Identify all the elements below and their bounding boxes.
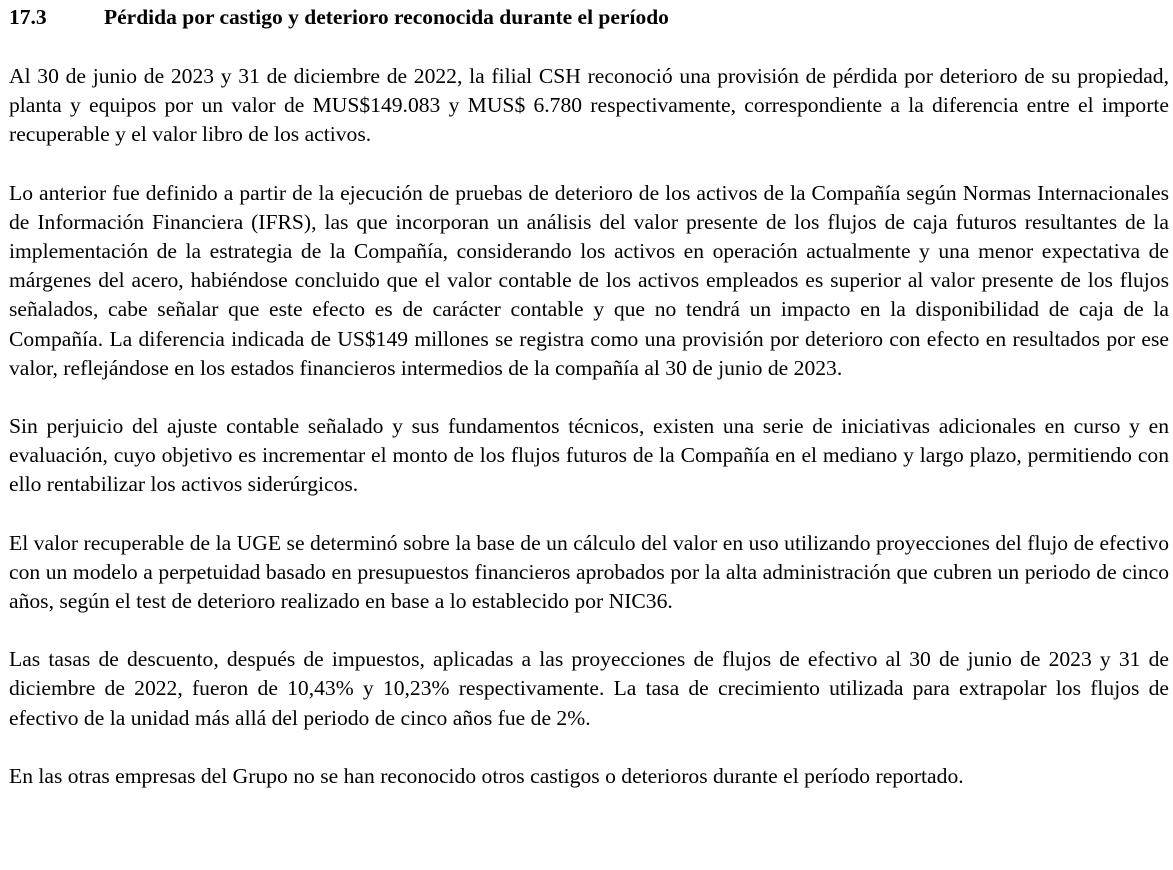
section-heading: [9, 4, 1169, 30]
paragraph-impairment-tests: Lo anterior fue definido a partir de la ejecución de pruebas de deterioro de los activos de la Compañía según Normas Internacionales de Información Financiera (IFRS), las que incorporan un análisis del valor presente de los flujos de caja futuros resultantes de la implementación de la estrategia de la Compañía, considerando los activos en operación actualmente y una menor expectativa de márgenes del acero, habiéndose concluido que el valor contable de los activos empleados es superior al valor presente de los flujos señalados, cabe señalar que este efecto es de carácter contable y que no tendrá un impacto en la disponibilidad de caja de la Compañía. La diferencia indicada de US$149 millones se registra como una provisión por deterioro con efecto en resultados por ese valor, reflejándose en los estados financieros intermedios de la compañía al 30 de junio de 2023.: [9, 180, 1169, 380]
paragraph-other-companies: En las otras empresas del Grupo no se han reconocido otros castigos o deterioros durante el período reportado.: [9, 763, 964, 788]
paragraph-recoverable-value: El valor recuperable de la UGE se determinó sobre la base de un cálculo del valor en uso utilizando proyecciones del flujo de efectivo con un modelo a perpetuidad basado en presupuestos financieros aprobados por la alta administración que cubren un periodo de cinco años, según el test de deterioro realizado en base a lo establecido por NIC36.: [9, 530, 1169, 614]
paragraph-discount-rates: Las tasas de descuento, después de impuestos, aplicadas a las proyecciones de flujos de efectivo al 30 de junio de 2023 y 31 de diciembre de 2022, fueron de 10,43% y 10,23% respectivamente. La tasa de crecimiento utilizada para extrapolar los flujos de efectivo de la unidad más allá del periodo de cinco años fue de 2%.: [9, 647, 1169, 730]
section-number: 17.3: [9, 5, 47, 29]
section-title: Pérdida por castigo y deterioro reconocida durante el período: [104, 5, 669, 29]
paragraph-impairment-provision: Al 30 de junio de 2023 y 31 de diciembre de 2022, la filial CSH reconoció una provisión de pérdida por deterioro de su propiedad, planta y equipos por un valor de MUS$149.083 y MUS$ 6.780 respectivamente, correspondiente a la diferencia entre el importe recuperable y el valor libro de los activos.: [9, 64, 1169, 147]
paragraph-additional-initiatives: Sin perjuicio del ajuste contable señalado y sus fundamentos técnicos, existen una serie de iniciativas adicionales en curso y en evaluación, cuyo objetivo es incrementar el monto de los flujos futuros de la Compañía en el mediano y largo plazo, permitiendo con ello rentabilizar los activos siderúrgicos.: [9, 414, 1169, 497]
